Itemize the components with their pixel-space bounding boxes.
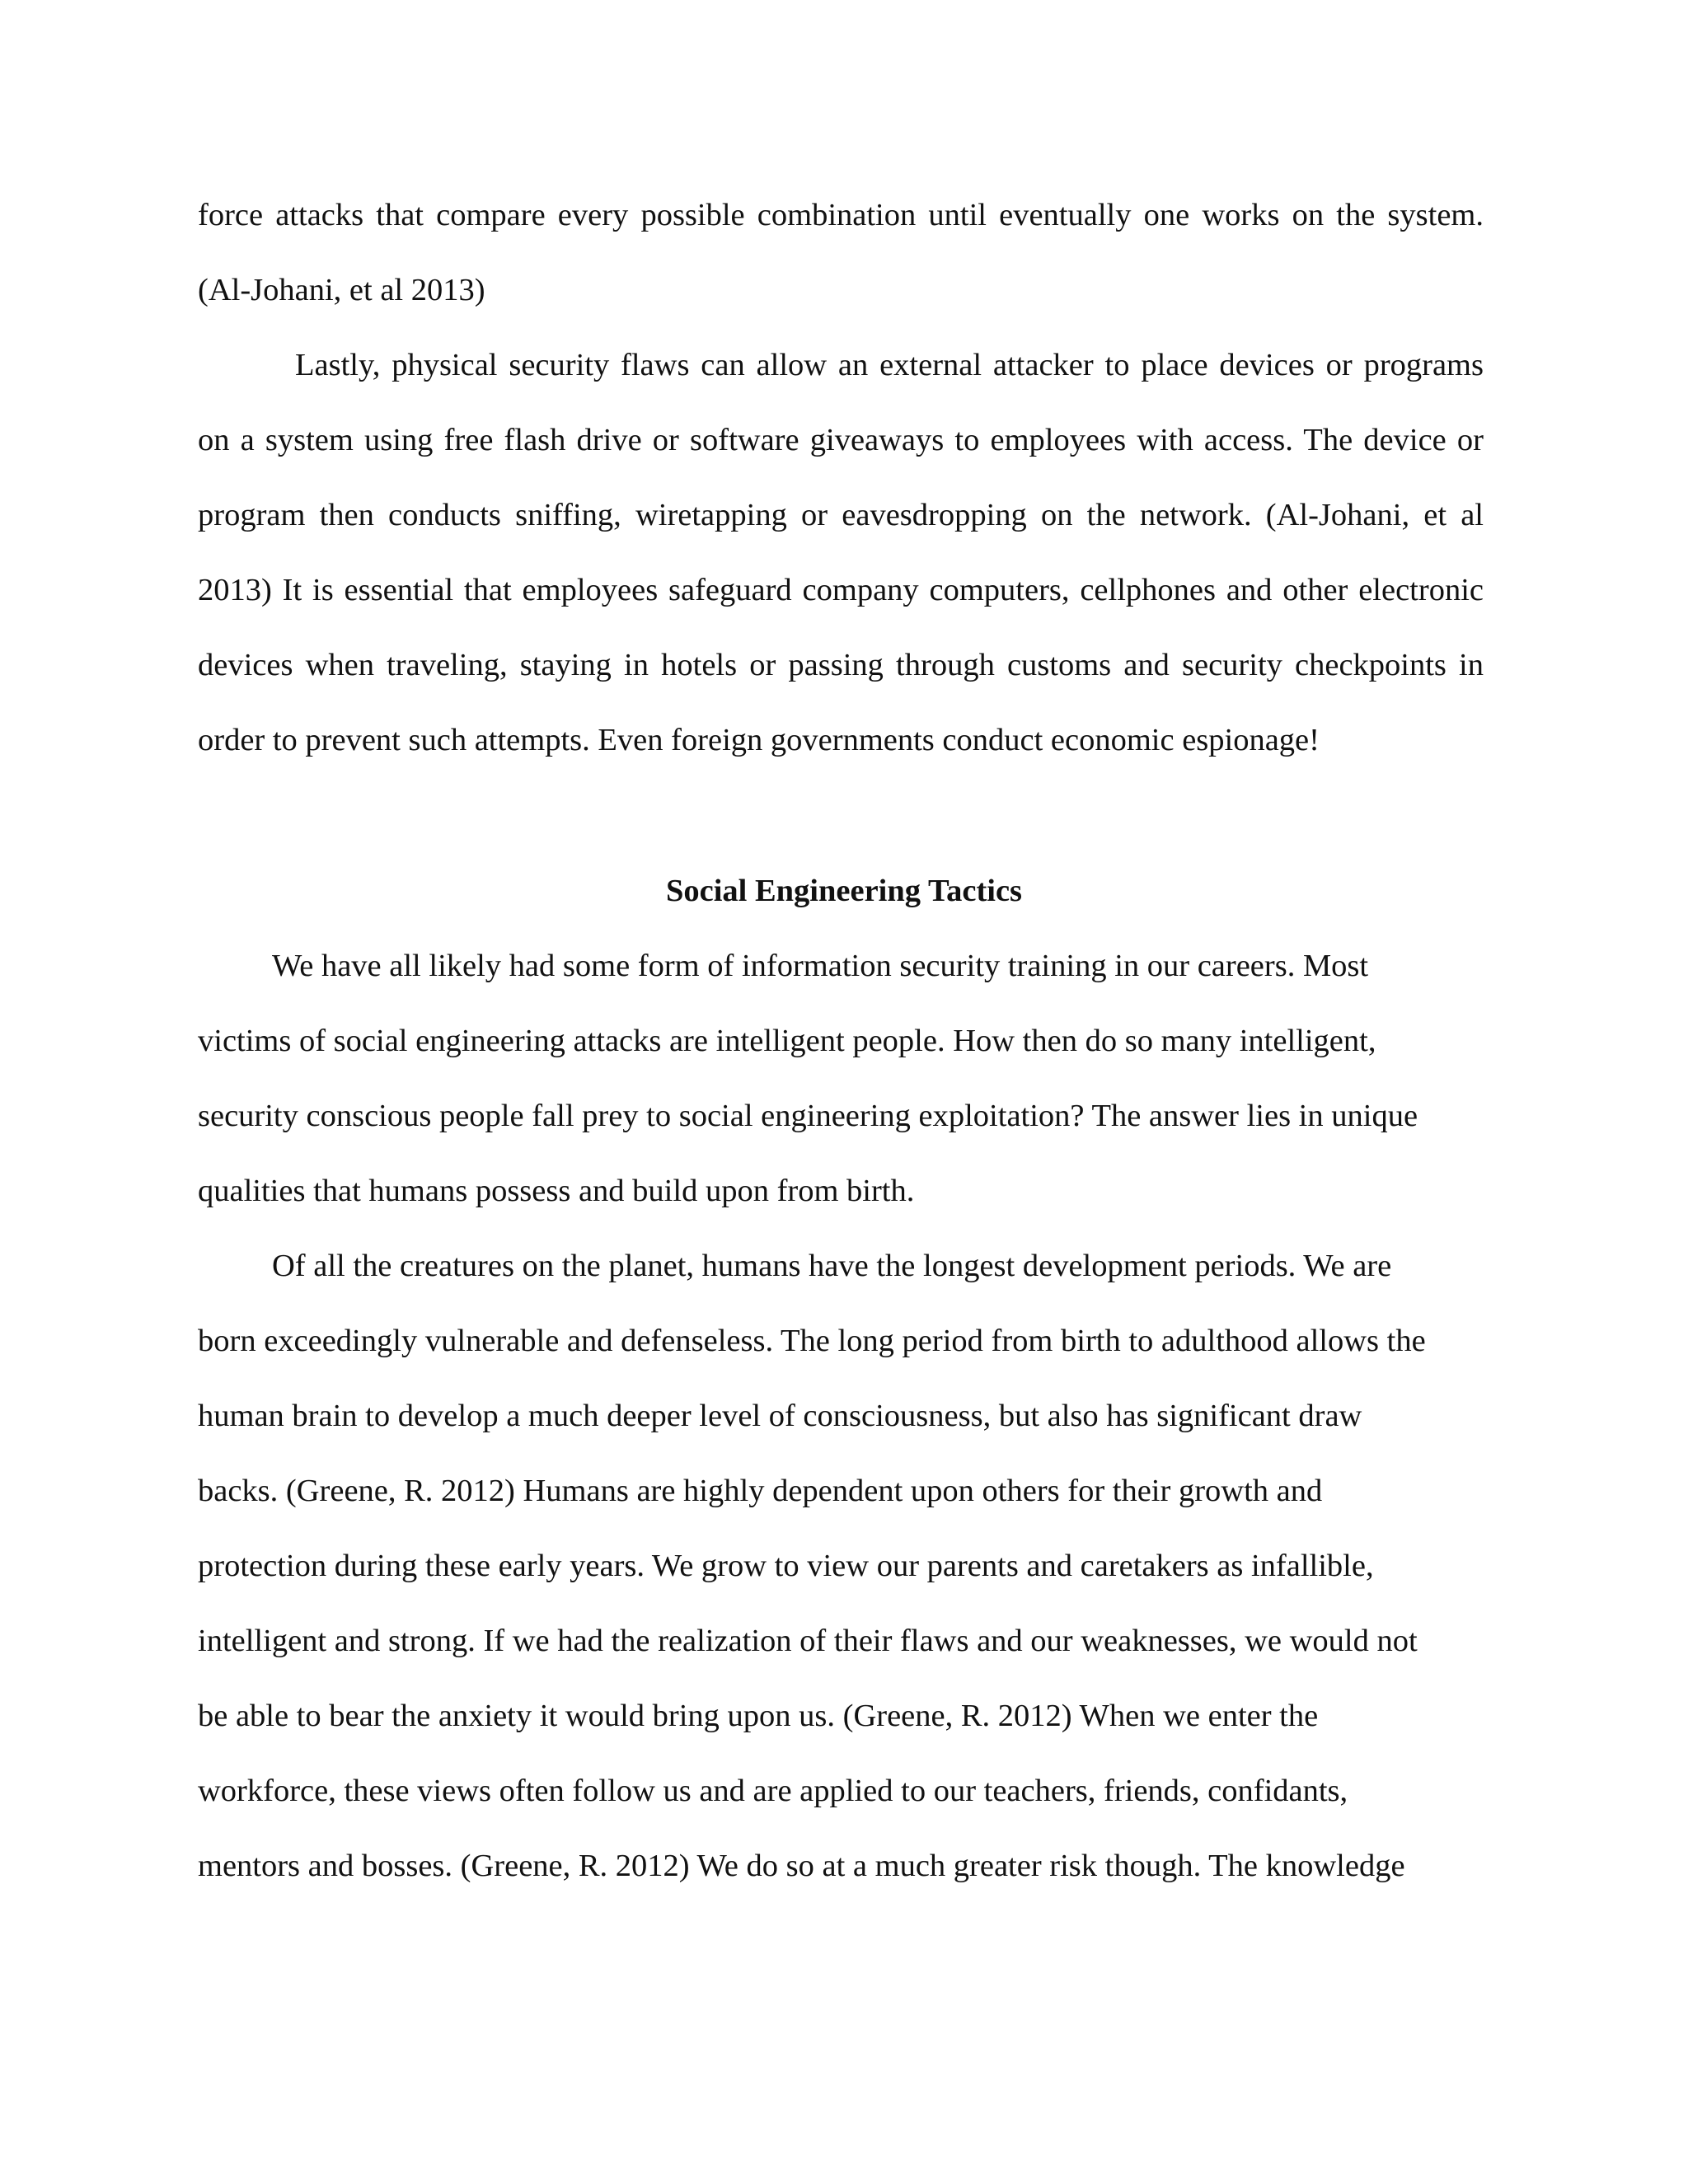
text-line: (Al-Johani, et al 2013) [198, 273, 485, 307]
section-heading: Social Engineering Tactics [665, 874, 1023, 908]
text-line: mentors and bosses. (Greene, R. 2012) We do so at a much greater risk though. The knowledge [198, 1849, 1405, 1883]
text-line: devices when traveling, staying in hotels or passing through customs and security checkpoints in [198, 648, 1484, 682]
text-line: Lastly, physical security flaws can allow an external attacker to place devices or programs [295, 348, 1484, 382]
text-line: on a system using free flash drive or software giveaways to employees with access. The device or [198, 423, 1484, 457]
text-line: protection during these early years. We grow to view our parents and caretakers as infallible, [198, 1549, 1374, 1583]
text-line: born exceedingly vulnerable and defenseless. The long period from birth to adulthood allows the [198, 1324, 1426, 1358]
text-line: intelligent and strong. If we had the realization of their flaws and our weaknesses, we would not [198, 1624, 1418, 1658]
text-line: order to prevent such attempts. Even foreign governments conduct economic espionage! [198, 723, 1320, 757]
text-line: workforce, these views often follow us and are applied to our teachers, friends, confidants, [198, 1774, 1348, 1808]
text-line: force attacks that compare every possible combination until eventually one works on the system. [198, 198, 1484, 232]
text-line: be able to bear the anxiety it would bring upon us. (Greene, R. 2012) When we enter the [198, 1699, 1319, 1733]
text-line: 2013) It is essential that employees safeguard company computers, cellphones and other electronic [198, 573, 1484, 607]
text-line: program then conducts sniffing, wiretapping or eavesdropping on the network. (Al-Johani, et al [198, 498, 1484, 532]
text-line: human brain to develop a much deeper level of consciousness, but also has significant draw [198, 1399, 1362, 1433]
text-line: security conscious people fall prey to social engineering exploitation? The answer lies in unique [198, 1099, 1418, 1133]
text-line: Of all the creatures on the planet, humans have the longest development periods. We are [272, 1249, 1392, 1283]
text-line: victims of social engineering attacks are intelligent people. How then do so many intelligent, [198, 1024, 1376, 1058]
text-line: We have all likely had some form of information security training in our careers. Most [272, 949, 1369, 983]
text-line: backs. (Greene, R. 2012) Humans are highly dependent upon others for their growth and [198, 1474, 1323, 1508]
text-line: qualities that humans possess and build upon from birth. [198, 1174, 915, 1208]
